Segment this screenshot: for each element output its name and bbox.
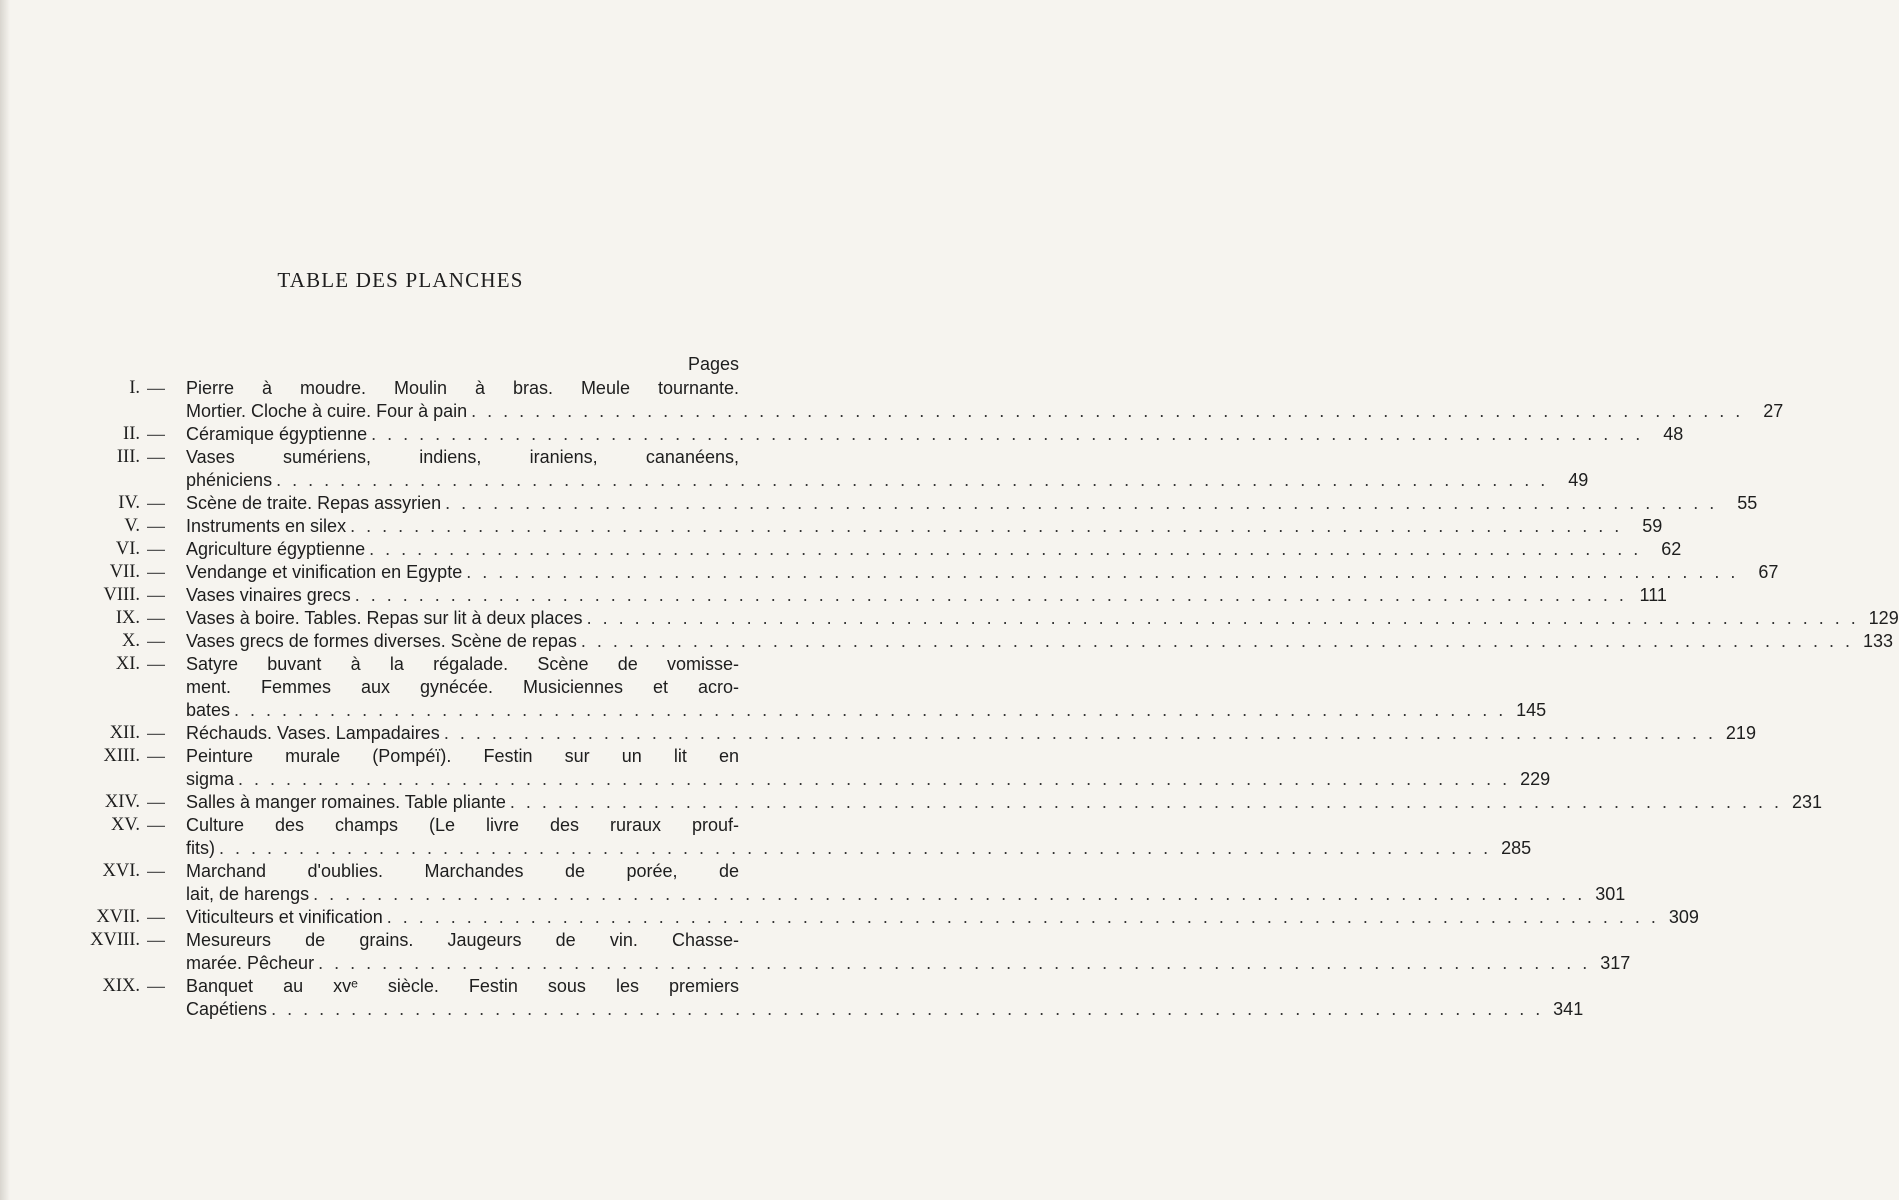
dot-leader: . . . . . . . . . . . . . . . . . . . . . . . . . . . . . . . . . . . . . . . . . . . . . . . . . . . . . . . . . . . . . . . . . . . . . . . . . . . . . . . . bbox=[371, 424, 1644, 444]
em-dash: — bbox=[147, 654, 165, 674]
page-number: 309 bbox=[1668, 907, 1699, 927]
description-last-line bbox=[186, 791, 1823, 814]
dot-leader: . . . . . . . . . . . . . . . . . . . . . . . . . . . . . . . . . . . . . . . . . . . . . . . . . . . . . . . . . . . . . . . . . . . . . . . . . . . . . . . . bbox=[313, 884, 1586, 904]
em-dash: — bbox=[147, 907, 165, 927]
plate-numeral: VI. bbox=[115, 539, 140, 559]
plate-description bbox=[186, 653, 1547, 722]
dot-leader: . . . . . . . . . . . . . . . . . . . . . . . . . . . . . . . . . . . . . . . . . . . . . . . . . . . . . . . . . . . . . . . . . . . . . . . . . . . . . . . . bbox=[443, 723, 1716, 743]
dot-leader: . . . . . . . . . . . . . . . . . . . . . . . . . . . . . . . . . . . . . . . . . . . . . . . . . . . . . . . . . . . . . . . . . . . . . . . . . . . . . . . . bbox=[466, 562, 1739, 582]
description-last-line bbox=[186, 722, 1756, 745]
em-dash: — bbox=[147, 815, 165, 835]
description-line: Peinture murale (Pompéï). Festin sur un lit en bbox=[186, 746, 739, 766]
plate-description bbox=[186, 515, 1663, 538]
plate-numeral: XII. bbox=[109, 723, 140, 743]
description-line: Culture des champs (Le livre des ruraux prouf- bbox=[186, 815, 739, 835]
description-line: Satyre buvant à la régalade. Scène de vomisse- bbox=[186, 654, 739, 674]
description-line: Vases sumériens, indiens, iraniens, cananéens, bbox=[186, 447, 739, 467]
description-last-line bbox=[186, 584, 1667, 607]
description-text: Instruments en silex bbox=[186, 516, 347, 536]
plate-entry bbox=[0, 377, 1784, 423]
em-dash: — bbox=[147, 930, 165, 950]
dot-leader: . . . . . . . . . . . . . . . . . . . . . . . . . . . . . . . . . . . . . . . . . . . . . . . . . . . . . . . . . . . . . . . . . . . . . . . . . . . . . . . . bbox=[318, 953, 1591, 973]
em-dash: — bbox=[147, 424, 165, 444]
plate-entry bbox=[0, 653, 1547, 722]
description-last-line bbox=[186, 492, 1758, 515]
plate-numeral: IV. bbox=[118, 493, 140, 513]
page-number: 49 bbox=[1568, 470, 1589, 490]
description-last-line bbox=[186, 768, 1551, 791]
dot-leader: . . . . . . . . . . . . . . . . . . . . . . . . . . . . . . . . . . . . . . . . . . . . . . . . . . . . . . . . . . . . . . . . . . . . . . . . . . . . . . . . bbox=[234, 700, 1507, 720]
description-text: Salles à manger romaines. Table pliante bbox=[186, 792, 506, 812]
dot-leader: . . . . . . . . . . . . . . . . . . . . . . . . . . . . . . . . . . . . . . . . . . . . . . . . . . . . . . . . . . . . . . . . . . . . . . . . . . . . . . . . bbox=[471, 401, 1744, 421]
dot-leader: . . . . . . . . . . . . . . . . . . . . . . . . . . . . . . . . . . . . . . . . . . . . . . . . . . . . . . . . . . . . . . . . . . . . . . . . . . . . . . . . bbox=[271, 999, 1544, 1019]
em-dash: — bbox=[147, 723, 165, 743]
plate-numeral: XIV. bbox=[104, 792, 140, 812]
page-number: 145 bbox=[1516, 700, 1547, 720]
description-line: Mesureurs de grains. Jaugeurs de vin. Chasse- bbox=[186, 930, 739, 950]
description-text: Scène de traite. Repas assyrien bbox=[186, 493, 442, 513]
em-dash: — bbox=[147, 447, 165, 467]
dot-leader: . . . . . . . . . . . . . . . . . . . . . . . . . . . . . . . . . . . . . . . . . . . . . . . . . . . . . . . . . . . . . . . . . . . . . . . . . . . . . . . . bbox=[586, 608, 1859, 628]
plate-entry bbox=[0, 791, 1823, 814]
plate-description bbox=[186, 791, 1823, 814]
description-text: Vendange et vinification en Egypte bbox=[186, 562, 463, 582]
plate-numeral: V. bbox=[124, 516, 140, 536]
dot-leader: . . . . . . . . . . . . . . . . . . . . . . . . . . . . . . . . . . . . . . . . . . . . . . . . . . . . . . . . . . . . . . . . . . . . . . . . . . . . . . . . bbox=[276, 470, 1549, 490]
page-number: 219 bbox=[1725, 723, 1756, 743]
plate-entry bbox=[0, 584, 1667, 607]
page-number: 48 bbox=[1663, 424, 1684, 444]
page-number: 301 bbox=[1595, 884, 1626, 904]
dot-leader: . . . . . . . . . . . . . . . . . . . . . . . . . . . . . . . . . . . . . . . . . . . . . . . . . . . . . . . . . . . . . . . . . . . . . . . . . . . . . . . . bbox=[509, 792, 1783, 812]
em-dash: — bbox=[147, 378, 165, 398]
plate-entry bbox=[0, 906, 1699, 929]
description-last-line bbox=[186, 469, 1589, 492]
plate-numeral: XVI. bbox=[102, 861, 140, 881]
description-text: Céramique égyptienne bbox=[186, 424, 368, 444]
description-last-line bbox=[186, 515, 1663, 538]
plate-description bbox=[186, 630, 1894, 653]
dot-leader: . . . . . . . . . . . . . . . . . . . . . . . . . . . . . . . . . . . . . . . . . . . . . . . . . . . . . . . . . . . . . . . . . . . . . . . . . . . . . . . . bbox=[580, 631, 1854, 651]
description-text: sigma bbox=[186, 769, 235, 789]
plate-entry bbox=[0, 745, 1551, 791]
description-last-line bbox=[186, 423, 1684, 446]
plate-description bbox=[186, 377, 1784, 423]
em-dash: — bbox=[147, 976, 165, 996]
dot-leader: . . . . . . . . . . . . . . . . . . . . . . . . . . . . . . . . . . . . . . . . . . . . . . . . . . . . . . . . . . . . . . . . . . . . . . . . . . . . . . . . bbox=[445, 493, 1718, 513]
description-last-line bbox=[186, 837, 1532, 860]
description-text: Mortier. Cloche à cuire. Four à pain bbox=[186, 401, 468, 421]
plate-description bbox=[186, 492, 1758, 515]
description-last-line bbox=[186, 607, 1899, 630]
plate-description bbox=[186, 929, 1631, 975]
plate-entry bbox=[0, 607, 1899, 630]
page-number: 285 bbox=[1501, 838, 1532, 858]
description-text: Capétiens bbox=[186, 999, 268, 1019]
plate-numeral: XI. bbox=[115, 654, 140, 674]
plate-numeral: VII. bbox=[109, 562, 140, 582]
page-number: 67 bbox=[1758, 562, 1779, 582]
plate-entry bbox=[0, 423, 1684, 446]
plate-entry bbox=[0, 860, 1626, 906]
page-number: 55 bbox=[1737, 493, 1758, 513]
plate-numeral: XVII. bbox=[96, 907, 140, 927]
dot-leader: . . . . . . . . . . . . . . . . . . . . . . . . . . . . . . . . . . . . . . . . . . . . . . . . . . . . . . . . . . . . . . . . . . . . . . . . . . . . . . . . bbox=[354, 585, 1627, 605]
description-text: Réchauds. Vases. Lampadaires bbox=[186, 723, 440, 743]
description-text: Vases vinaires grecs bbox=[186, 585, 351, 605]
em-dash: — bbox=[147, 493, 165, 513]
em-dash: — bbox=[147, 746, 165, 766]
description-last-line bbox=[186, 883, 1626, 906]
plate-numeral: IX. bbox=[115, 608, 140, 628]
plate-numeral: I. bbox=[129, 378, 140, 398]
plate-numeral: XV. bbox=[111, 815, 140, 835]
description-text: Vases grecs de formes diverses. Scène de repas bbox=[186, 631, 577, 651]
plate-entry bbox=[0, 630, 1894, 653]
plate-numeral: VIII. bbox=[103, 585, 140, 605]
description-text: marée. Pêcheur bbox=[186, 953, 315, 973]
pages-column-header: Pages bbox=[687, 354, 739, 374]
em-dash: — bbox=[147, 539, 165, 559]
description-last-line bbox=[186, 400, 1784, 423]
plate-description bbox=[186, 814, 1532, 860]
page-number: 129 bbox=[1868, 608, 1899, 628]
description-text: phéniciens bbox=[186, 470, 273, 490]
dot-leader: . . . . . . . . . . . . . . . . . . . . . . . . . . . . . . . . . . . . . . . . . . . . . . . . . . . . . . . . . . . . . . . . . . . . . . . . . . . . . . . . bbox=[369, 539, 1642, 559]
plate-numeral: X. bbox=[122, 631, 140, 651]
description-text: fits) bbox=[186, 838, 215, 858]
plate-description bbox=[186, 423, 1684, 446]
page-number: 133 bbox=[1862, 631, 1894, 651]
plate-description bbox=[186, 538, 1682, 561]
plate-entry bbox=[0, 722, 1756, 745]
em-dash: — bbox=[147, 585, 165, 605]
plate-description bbox=[186, 607, 1899, 630]
em-dash: — bbox=[147, 562, 165, 582]
description-text: bates bbox=[186, 700, 231, 720]
plate-entry bbox=[0, 446, 1589, 492]
description-line: Marchand d'oublies. Marchandes de porée, de bbox=[186, 861, 739, 881]
plate-numeral: XVIII. bbox=[90, 930, 140, 950]
plate-numeral: II. bbox=[123, 424, 140, 444]
plate-description bbox=[186, 446, 1589, 492]
em-dash: — bbox=[147, 792, 165, 812]
page-number: 59 bbox=[1642, 516, 1663, 536]
page-title: TABLE DES PLANCHES bbox=[277, 268, 524, 292]
description-text: Vases à boire. Tables. Repas sur lit à deux places bbox=[186, 608, 583, 628]
plate-entry bbox=[0, 929, 1631, 975]
description-last-line bbox=[186, 630, 1894, 653]
plate-numeral: XIII. bbox=[103, 746, 140, 766]
page-number: 111 bbox=[1639, 585, 1667, 605]
page-number: 317 bbox=[1600, 953, 1631, 973]
description-last-line bbox=[186, 538, 1682, 561]
plate-entry bbox=[0, 975, 1584, 1021]
em-dash: — bbox=[147, 631, 165, 651]
plate-entry bbox=[0, 515, 1663, 538]
description-line: Banquet au xvᵉ siècle. Festin sous les premiers bbox=[186, 976, 739, 996]
description-text: lait, de harengs bbox=[186, 884, 310, 904]
description-last-line bbox=[186, 699, 1547, 722]
dot-leader: . . . . . . . . . . . . . . . . . . . . . . . . . . . . . . . . . . . . . . . . . . . . . . . . . . . . . . . . . . . . . . . . . . . . . . . . . . . . . . . . bbox=[386, 907, 1659, 927]
em-dash: — bbox=[147, 516, 165, 536]
plate-description bbox=[186, 975, 1584, 1021]
dot-leader: . . . . . . . . . . . . . . . . . . . . . . . . . . . . . . . . . . . . . . . . . . . . . . . . . . . . . . . . . . . . . . . . . . . . . . . . . . . . . . . . bbox=[219, 838, 1492, 858]
page-number: 229 bbox=[1520, 769, 1551, 789]
dot-leader: . . . . . . . . . . . . . . . . . . . . . . . . . . . . . . . . . . . . . . . . . . . . . . . . . . . . . . . . . . . . . . . . . . . . . . . . . . . . . . . . bbox=[350, 516, 1623, 536]
dot-leader: . . . . . . . . . . . . . . . . . . . . . . . . . . . . . . . . . . . . . . . . . . . . . . . . . . . . . . . . . . . . . . . . . . . . . . . . . . . . . . . . bbox=[238, 769, 1511, 789]
plate-numeral: XIX. bbox=[102, 976, 140, 996]
plate-description bbox=[186, 561, 1779, 584]
description-text: Viticulteurs et vinification bbox=[186, 907, 383, 927]
plate-entry bbox=[0, 814, 1532, 860]
page-number: 231 bbox=[1791, 792, 1823, 812]
plate-description bbox=[186, 860, 1626, 906]
description-last-line bbox=[186, 998, 1584, 1021]
plate-description bbox=[186, 584, 1667, 607]
description-line: ment. Femmes aux gynécée. Musiciennes et acro- bbox=[186, 677, 739, 697]
plate-description bbox=[186, 745, 1551, 791]
plate-numeral: III. bbox=[116, 447, 140, 467]
plate-description bbox=[186, 722, 1756, 745]
table-of-plates bbox=[0, 377, 1899, 1021]
plate-entry bbox=[0, 538, 1682, 561]
plate-entry bbox=[0, 492, 1758, 515]
description-last-line bbox=[186, 561, 1779, 584]
page-number: 27 bbox=[1763, 401, 1784, 421]
plate-description bbox=[186, 906, 1699, 929]
em-dash: — bbox=[147, 861, 165, 881]
description-last-line bbox=[186, 906, 1699, 929]
page-number: 341 bbox=[1553, 999, 1584, 1019]
description-last-line bbox=[186, 952, 1631, 975]
plate-entry bbox=[0, 561, 1779, 584]
em-dash: — bbox=[147, 608, 165, 628]
page-number: 62 bbox=[1661, 539, 1682, 559]
description-text: Agriculture égyptienne bbox=[186, 539, 366, 559]
description-line: Pierre à moudre. Moulin à bras. Meule tournante. bbox=[186, 378, 739, 398]
